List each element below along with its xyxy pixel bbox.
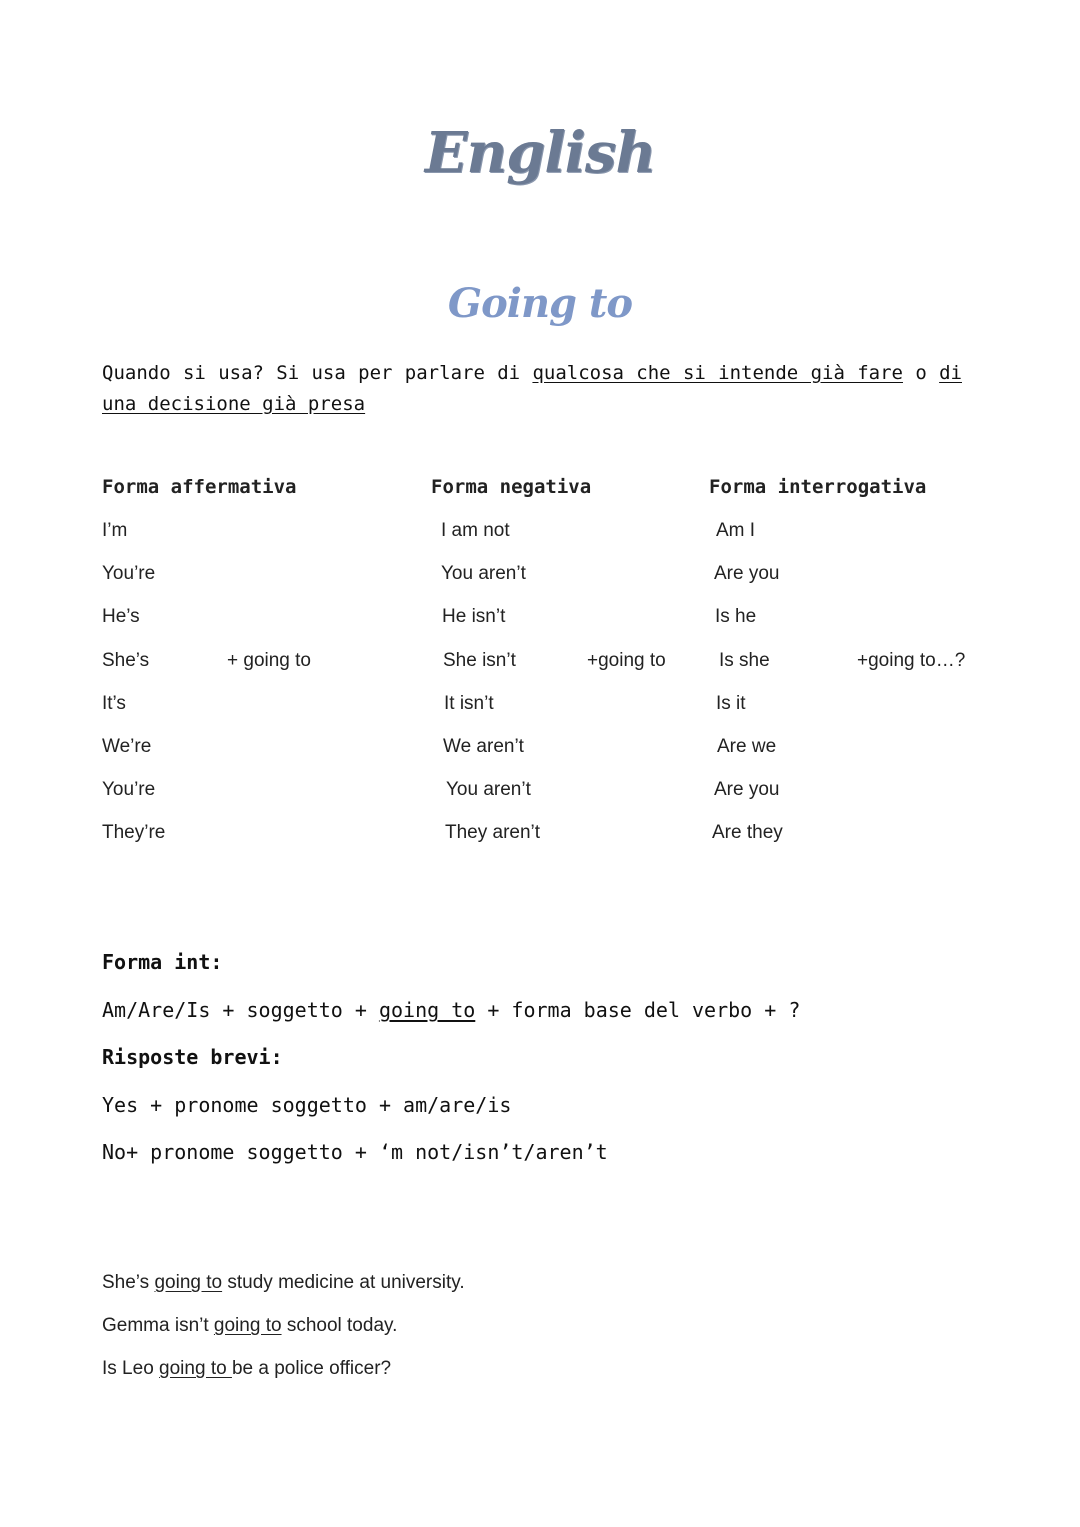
intro-paragraph bbox=[102, 358, 962, 420]
intro-underline-2: di una decisione già presa bbox=[102, 362, 962, 415]
interrogative-row: Is he bbox=[715, 606, 757, 627]
example-before: Gemma isn’t bbox=[102, 1315, 214, 1336]
example-before: Is Leo bbox=[102, 1358, 160, 1379]
page-title: English bbox=[424, 120, 656, 186]
interrogative-row: Is she bbox=[719, 650, 770, 671]
example-after: study medicine at university. bbox=[222, 1272, 465, 1293]
affirmative-row: You’re bbox=[102, 779, 156, 800]
affirmative-row: They’re bbox=[102, 822, 166, 843]
example-before: She’s bbox=[102, 1272, 155, 1293]
interrogative-row: Are we bbox=[717, 736, 777, 757]
interrogative-row: Are they bbox=[712, 822, 783, 843]
negative-row: You aren’t bbox=[446, 779, 531, 800]
affirmative-suffix: + going to bbox=[227, 650, 311, 671]
example-after: be a police officer? bbox=[231, 1358, 392, 1379]
negative-row: She isn’t bbox=[443, 650, 516, 671]
negative-row: They aren’t bbox=[445, 822, 541, 843]
no-rule: No+ pronome soggetto + ‘m not/isn’t/aren’t bbox=[102, 1140, 608, 1164]
example-underline: going to bbox=[159, 1358, 232, 1379]
affirmative-row: I’m bbox=[102, 520, 128, 541]
interrogative-suffix: +going to…? bbox=[857, 650, 966, 671]
int-rule-suffix: + forma base del verbo + ? bbox=[475, 998, 801, 1022]
example-sentence bbox=[102, 1272, 465, 1294]
header-interrogative: Forma interrogativa bbox=[709, 476, 927, 498]
negative-row: We aren’t bbox=[443, 736, 524, 757]
example-underline: going to bbox=[213, 1315, 282, 1336]
int-rule-underline: going to bbox=[378, 998, 476, 1022]
header-negative: Forma negativa bbox=[431, 476, 592, 498]
negative-row: He isn’t bbox=[442, 606, 506, 627]
example-underline: going to bbox=[154, 1272, 223, 1293]
example-sentence bbox=[102, 1315, 397, 1337]
intro-underline-1: qualcosa che si intende già fare bbox=[532, 362, 903, 384]
yes-rule: Yes + pronome soggetto + am/are/is bbox=[102, 1093, 512, 1117]
negative-row: I am not bbox=[441, 520, 510, 541]
affirmative-row: We’re bbox=[102, 736, 152, 757]
affirmative-row: It’s bbox=[102, 693, 126, 714]
intro-middle: o bbox=[902, 362, 940, 384]
interrogative-row: Am I bbox=[716, 520, 756, 541]
affirmative-row: She’s bbox=[102, 650, 150, 671]
interrogative-row: Is it bbox=[716, 693, 746, 714]
section-title: Going to bbox=[447, 280, 633, 327]
affirmative-row: You’re bbox=[102, 563, 156, 584]
int-rule-prefix: Am/Are/Is + soggetto + bbox=[102, 998, 379, 1022]
example-sentence bbox=[102, 1358, 391, 1380]
negative-suffix: +going to bbox=[587, 650, 666, 671]
short-answers-heading: Risposte brevi: bbox=[102, 1045, 283, 1069]
interrogative-row: Are you bbox=[714, 779, 780, 800]
negative-row: You aren’t bbox=[441, 563, 526, 584]
affirmative-row: He’s bbox=[102, 606, 140, 627]
example-after: school today. bbox=[281, 1315, 398, 1336]
int-heading: Forma int: bbox=[102, 950, 223, 974]
negative-row: It isn’t bbox=[444, 693, 494, 714]
interrogative-row: Are you bbox=[714, 563, 780, 584]
header-affirmative: Forma affermativa bbox=[102, 476, 297, 498]
int-rule bbox=[102, 998, 800, 1022]
intro-prefix: Quando si usa? Si usa per parlare di bbox=[102, 362, 533, 384]
